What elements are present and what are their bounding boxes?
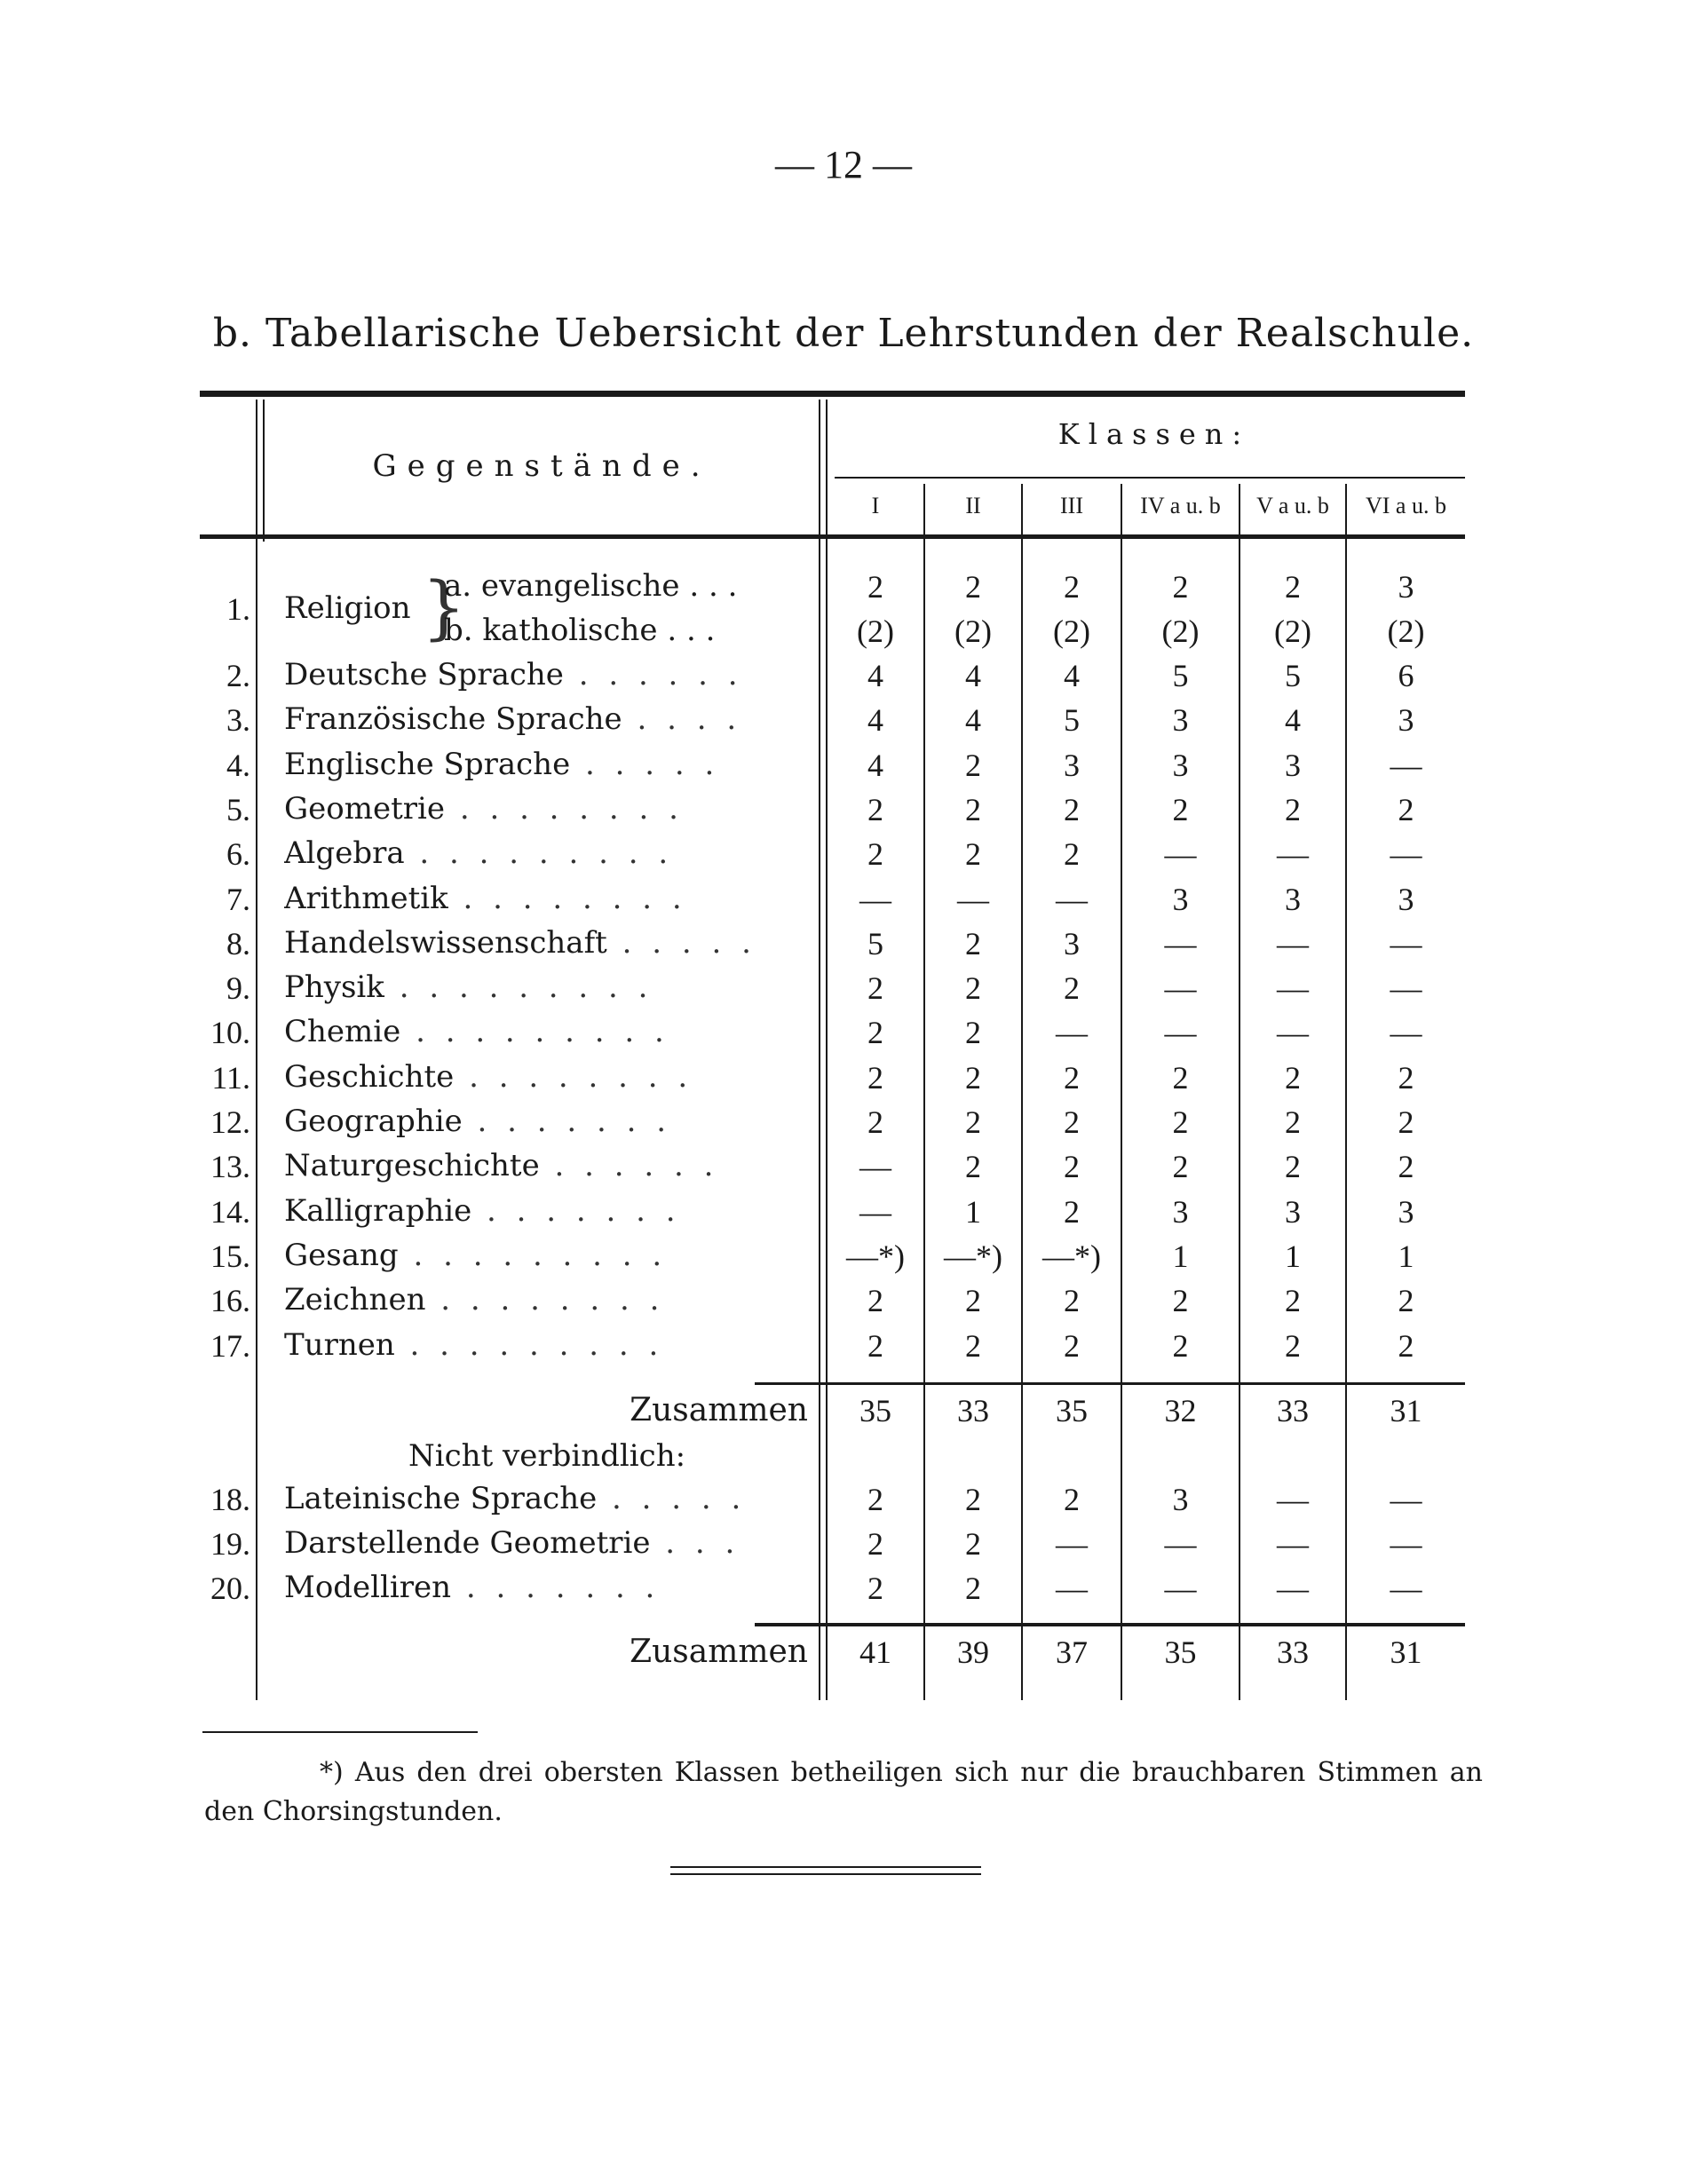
value-cell: 2	[965, 791, 981, 827]
row-number: 17.	[210, 1327, 250, 1364]
row-number: 13.	[210, 1149, 250, 1185]
row-number: 10.	[210, 1015, 250, 1051]
value-cell: 2	[1398, 791, 1414, 827]
value-cell: —	[1390, 747, 1422, 783]
value-cell: 3	[1398, 881, 1414, 917]
subject-name	[284, 1570, 799, 1605]
subject-label: Geschichte	[284, 1058, 455, 1095]
subject-label: Handelswissenschaft	[284, 924, 607, 961]
value-cell: —	[1277, 836, 1309, 873]
value-cell: 2	[965, 1482, 981, 1517]
value-cell: 2	[1064, 1059, 1080, 1096]
value-cell: 2	[1398, 1059, 1414, 1096]
value-cell: 4	[965, 658, 981, 693]
leader-dots: . . . . . . .	[471, 1192, 681, 1229]
class-header-III: III	[1060, 493, 1083, 518]
value-cell: 2	[1064, 1283, 1080, 1319]
leader-dots: . . . . . . . .	[425, 1282, 665, 1318]
subject-name	[284, 881, 799, 916]
zusammen-total-label: Zusammen	[630, 1634, 808, 1670]
subject-col-line	[819, 400, 820, 1700]
value-cell: —	[1390, 1015, 1422, 1051]
value-cell: 2	[1172, 1149, 1189, 1185]
footnote: *) Aus den drei obersten Klassen betheiligen sich nur die brauchbaren Stimmen an den Chorsingstunden.	[204, 1757, 1483, 1827]
row-number: 11.	[211, 1059, 250, 1096]
klassen-rule	[835, 477, 1465, 479]
value-cell: 2	[867, 1283, 883, 1319]
value-cell: —	[1056, 1571, 1088, 1606]
value-cell: 35	[1056, 1393, 1088, 1428]
value-cell: 2	[867, 1526, 883, 1562]
value-cell: 5	[1064, 702, 1080, 739]
value-cell: —*)	[846, 1238, 905, 1274]
value-cell: 33	[957, 1393, 989, 1428]
value-cell: 2	[965, 1283, 981, 1319]
value-cell: 2	[867, 791, 883, 827]
leader-dots: . . . . . . . . .	[394, 1326, 664, 1363]
class-header-II: II	[965, 493, 981, 518]
row-number: 15.	[210, 1238, 250, 1274]
subject-header: Gegenstände.	[372, 448, 711, 484]
leader-dots: . . . . .	[597, 1481, 747, 1516]
subject-name	[284, 925, 799, 961]
value-cell: (2)	[1053, 613, 1090, 649]
value-cell: —	[1164, 970, 1197, 1007]
row-number: 4.	[226, 747, 250, 783]
subject-name	[284, 1193, 799, 1229]
class-header-VI: VI a u. b	[1366, 493, 1446, 518]
value-cell: —	[1390, 1571, 1422, 1606]
value-cell: (2)	[1274, 613, 1311, 649]
value-cell: 2	[1285, 791, 1301, 827]
zusammen-label: Zusammen	[630, 1392, 808, 1428]
subject-name	[284, 1525, 799, 1561]
value-cell: —	[1277, 1526, 1309, 1562]
value-cell: —	[859, 1149, 891, 1185]
end-rule-1	[670, 1866, 981, 1868]
value-cell: 4	[1064, 658, 1080, 693]
row-number: 14.	[210, 1193, 250, 1230]
value-cell: 3	[1172, 1482, 1189, 1517]
subject-label: Zeichnen	[284, 1282, 426, 1318]
subject-name	[284, 701, 799, 737]
value-cell: 2	[867, 970, 883, 1007]
value-cell: —	[1056, 881, 1088, 917]
value-cell: 2	[1398, 1149, 1414, 1185]
value-cell: 4	[867, 658, 883, 693]
value-cell: 1	[1172, 1238, 1189, 1274]
value-cell: 2	[867, 1015, 883, 1051]
subject-name	[284, 1282, 799, 1318]
subject-label: Arithmetik	[284, 880, 448, 916]
value-cell: 3	[1064, 747, 1080, 783]
value-cell: 2	[867, 1059, 883, 1096]
leader-dots: . . . . . . . . .	[384, 969, 653, 1006]
value-cell: —*)	[944, 1238, 1002, 1274]
leader-dots: . . . . . .	[563, 657, 743, 692]
value-cell: —	[1390, 1526, 1422, 1562]
subject-label: Chemie	[284, 1014, 401, 1050]
value-cell: —	[1390, 836, 1422, 873]
value-cell: 2	[1285, 1149, 1301, 1185]
header-bottom-rule	[200, 534, 1465, 539]
value-cell: 2	[965, 1059, 981, 1096]
value-cell: 2	[965, 747, 981, 783]
sum-rule-1	[755, 1382, 1465, 1385]
value-cell: —*)	[1042, 1238, 1101, 1274]
value-cell: 4	[1285, 702, 1301, 739]
leader-dots: . . . . . .	[539, 1148, 719, 1184]
value-cell: 2	[1285, 1283, 1301, 1319]
value-cell: 3	[1285, 881, 1301, 917]
value-cell: —	[1164, 1526, 1197, 1562]
row-number: 18.	[210, 1482, 250, 1517]
value-cell: —	[1277, 925, 1309, 961]
subject-label: Gesang	[284, 1237, 399, 1273]
num-col-line-2	[263, 400, 265, 542]
value-cell: 5	[1285, 658, 1301, 693]
row-number: 5.	[226, 791, 250, 827]
value-cell: 5	[1172, 658, 1189, 693]
value-cell: 2	[867, 1571, 883, 1606]
value-cell: 3	[1285, 1193, 1301, 1230]
table-top-rule	[200, 391, 1465, 397]
value-cell: —	[859, 881, 891, 917]
subject-label: Darstellende Geometrie	[284, 1525, 651, 1561]
value-cell: —	[1390, 1482, 1422, 1517]
leader-dots: . . . . . . . .	[447, 880, 687, 916]
value-cell: (2)	[1387, 613, 1425, 649]
value-cell: 2	[867, 1327, 883, 1364]
brace: }	[422, 568, 466, 648]
value-cell: 2	[965, 569, 981, 605]
value-cell: —	[1277, 1482, 1309, 1517]
footnote-rule	[202, 1731, 478, 1733]
subject-label: Naturgeschichte	[284, 1148, 540, 1184]
value-cell: 2	[1064, 836, 1080, 873]
value-cell: 2	[1398, 1327, 1414, 1364]
value-cell: 2	[867, 1104, 883, 1140]
row-number: 20.	[210, 1571, 250, 1606]
value-cell: —	[1056, 1526, 1088, 1562]
value-cell: 31	[1390, 1634, 1422, 1670]
subject-label: Physik	[284, 969, 384, 1006]
row-number: 1.	[226, 591, 250, 627]
value-cell: —	[1164, 836, 1197, 873]
row-number: 3.	[226, 702, 250, 739]
value-cell: 2	[965, 1149, 981, 1185]
subject-name	[284, 1148, 799, 1183]
value-cell: 32	[1164, 1393, 1197, 1428]
leader-dots: . . . . . . . . .	[400, 1014, 669, 1050]
class-header-V: V a u. b	[1256, 493, 1329, 518]
value-cell: 3	[1285, 747, 1301, 783]
value-cell: 4	[965, 702, 981, 739]
leader-dots: . . .	[650, 1525, 741, 1561]
value-cell: 4	[867, 747, 883, 783]
value-cell: —	[1056, 1015, 1088, 1051]
value-cell: 1	[1398, 1238, 1414, 1274]
subject-label: Algebra	[284, 835, 405, 872]
religion-sub-b: b. katholische . . .	[444, 613, 716, 648]
value-cell: 2	[1064, 1193, 1080, 1230]
sum-rule-2	[755, 1623, 1465, 1626]
value-cell: 2	[1398, 1104, 1414, 1140]
value-cell: 3	[1398, 1193, 1414, 1230]
value-cell: 2	[1285, 1327, 1301, 1364]
value-cell: —	[1277, 970, 1309, 1007]
class-header-I: I	[871, 493, 880, 518]
value-cell: —	[1164, 1015, 1197, 1051]
value-cell: 2	[1064, 1149, 1080, 1185]
value-cell: 35	[859, 1393, 891, 1428]
value-cell: 33	[1277, 1634, 1309, 1670]
value-cell: 3	[1398, 569, 1414, 605]
value-cell: —	[1277, 1015, 1309, 1051]
value-cell: —	[1164, 925, 1197, 961]
leader-dots: . . . . . . . . .	[398, 1237, 668, 1273]
subject-label: Deutsche Sprache	[284, 657, 564, 692]
value-cell: (2)	[1161, 613, 1200, 649]
nicht-verbindlich-label: Nicht verbindlich:	[408, 1438, 686, 1474]
value-cell: —	[859, 1193, 891, 1230]
row-number: 12.	[210, 1104, 250, 1140]
value-cell: 1	[965, 1193, 981, 1230]
value-cell: 2	[965, 970, 981, 1007]
leader-dots: . . . . .	[606, 924, 756, 961]
value-cell: (2)	[954, 613, 992, 649]
row-number: 2.	[226, 658, 250, 693]
subject-label: Englische Sprache	[284, 746, 571, 782]
row-number: 9.	[226, 970, 250, 1007]
subject-label: Geometrie	[284, 790, 446, 827]
klassen-header: Klassen:	[1057, 417, 1251, 451]
leader-dots: . . . . .	[570, 746, 720, 782]
religion-label: Religion	[284, 590, 411, 626]
value-cell: 2	[867, 836, 883, 873]
end-rule-2	[670, 1873, 981, 1875]
row-number: 8.	[226, 925, 250, 961]
value-cell: 2	[965, 1104, 981, 1140]
value-cell: 1	[1285, 1238, 1301, 1274]
value-cell: 3	[1398, 702, 1414, 739]
page-title: b. Tabellarische Uebersicht der Lehrstunden der Realschule.	[212, 311, 1475, 356]
value-cell: 2	[1398, 1283, 1414, 1319]
value-cell: 2	[1172, 1327, 1189, 1364]
subject-name	[284, 969, 799, 1005]
value-cell: 35	[1164, 1634, 1197, 1670]
value-cell: —	[1390, 970, 1422, 1007]
value-cell: 2	[867, 1482, 883, 1517]
value-cell: 2	[965, 1327, 981, 1364]
subject-label: Geographie	[284, 1104, 463, 1139]
subject-name	[284, 1327, 799, 1363]
value-cell: 2	[1172, 569, 1189, 605]
page-number: — 12 —	[775, 143, 912, 186]
leader-dots: . . . . . . .	[451, 1570, 661, 1605]
value-cell: 41	[859, 1634, 891, 1670]
value-cell: 2	[965, 1526, 981, 1562]
value-cell: 3	[1172, 747, 1189, 783]
value-cell: —	[957, 881, 989, 917]
value-cell: 2	[1172, 791, 1189, 827]
subject-name	[284, 835, 799, 871]
value-cell: 2	[1285, 1104, 1301, 1140]
value-cell: 2	[1064, 1104, 1080, 1140]
value-cell: 2	[1064, 1482, 1080, 1517]
subject-name	[284, 1481, 799, 1516]
value-cell: 3	[1064, 925, 1080, 961]
value-cell: 2	[965, 836, 981, 873]
value-cell: 2	[965, 925, 981, 961]
value-cell: 6	[1398, 658, 1414, 693]
leader-dots: . . . . . . . .	[454, 1058, 693, 1095]
value-cell: 2	[965, 1571, 981, 1606]
row-number: 19.	[210, 1526, 250, 1562]
row-number: 7.	[226, 881, 250, 917]
value-cell: 33	[1277, 1393, 1309, 1428]
class-header-IV: IV a u. b	[1140, 493, 1221, 518]
num-col-line	[256, 400, 257, 1700]
subject-name	[284, 1059, 799, 1095]
value-cell: 2	[1064, 569, 1080, 605]
value-cell: 2	[965, 1015, 981, 1051]
subject-name	[284, 1238, 799, 1273]
value-cell: 5	[867, 925, 883, 961]
religion-sub-a: a. evangelische . . .	[444, 568, 738, 604]
value-cell: 4	[867, 702, 883, 739]
value-cell: 2	[1064, 970, 1080, 1007]
subject-name	[284, 657, 799, 692]
value-cell: 31	[1390, 1393, 1422, 1428]
value-cell: 2	[1285, 1059, 1301, 1096]
subject-label: Turnen	[284, 1326, 395, 1363]
value-cell: 37	[1056, 1634, 1088, 1670]
leader-dots: . . . . . . . . .	[404, 835, 674, 872]
subject-name	[284, 791, 799, 827]
value-cell: —	[1277, 1571, 1309, 1606]
subject-name	[284, 747, 799, 782]
leader-dots: . . . . . . . .	[445, 790, 684, 827]
value-cell: 2	[1285, 569, 1301, 605]
value-cell: 2	[1064, 1327, 1080, 1364]
value-cell: —	[1164, 1571, 1197, 1606]
row-number: 6.	[226, 836, 250, 873]
subject-name	[284, 1104, 799, 1139]
value-cell: 2	[1064, 791, 1080, 827]
leader-dots: . . . .	[622, 701, 742, 738]
subject-label: Französische Sprache	[284, 701, 622, 738]
value-cell: 2	[1172, 1059, 1189, 1096]
value-cell: 2	[1172, 1104, 1189, 1140]
value-cell: 3	[1172, 881, 1189, 917]
subject-name	[284, 1014, 799, 1049]
leader-dots: . . . . . . .	[462, 1104, 672, 1139]
row-number: 16.	[210, 1283, 250, 1319]
subject-label: Kalligraphie	[284, 1192, 472, 1229]
subject-label: Lateinische Sprache	[284, 1481, 598, 1516]
value-cell: 3	[1172, 1193, 1189, 1230]
value-cell: 2	[1172, 1283, 1189, 1319]
value-cell: 2	[867, 569, 883, 605]
value-cell: —	[1390, 925, 1422, 961]
value-cell: (2)	[857, 613, 894, 649]
value-cell: 39	[957, 1634, 989, 1670]
value-cell: 3	[1172, 702, 1189, 739]
subject-label: Modelliren	[284, 1570, 452, 1605]
